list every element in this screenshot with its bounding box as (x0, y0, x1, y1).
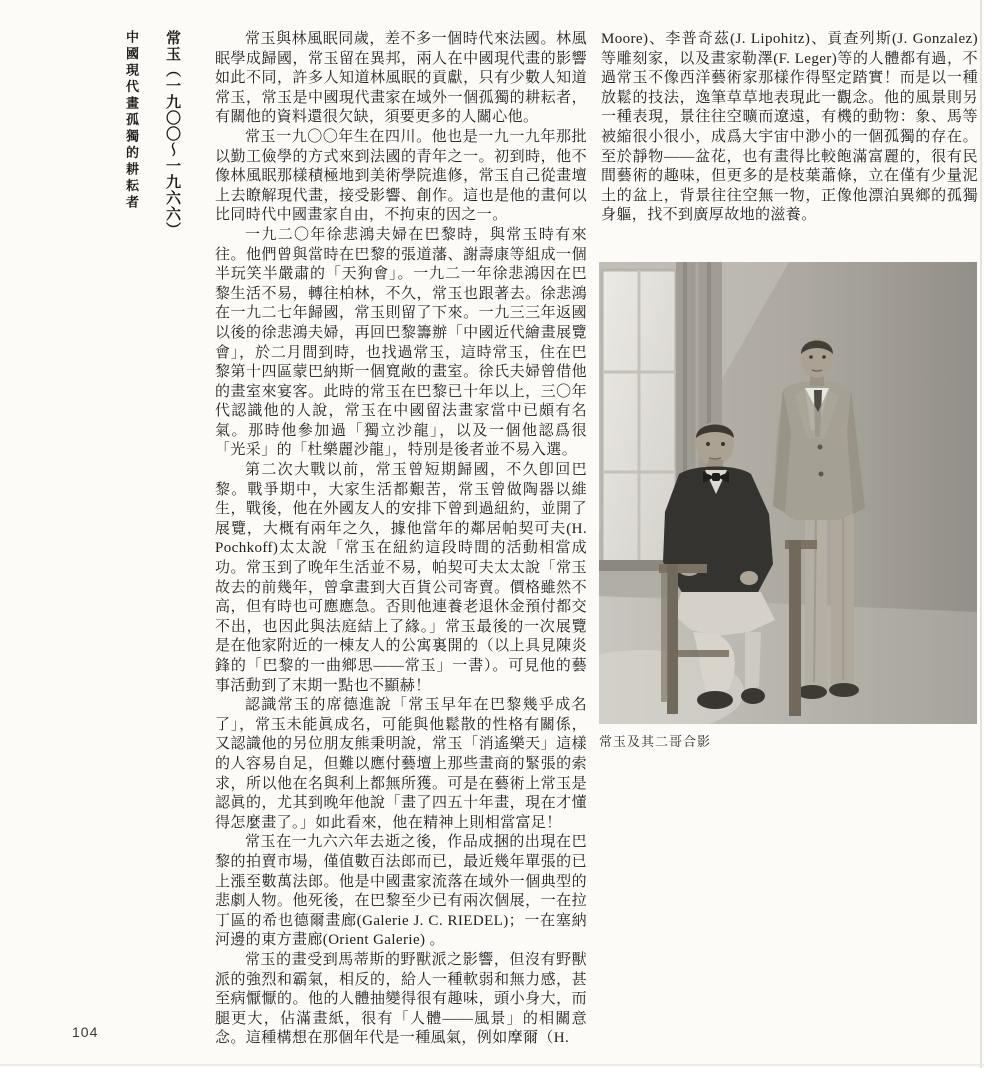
paragraph: 常玉的畫受到馬蒂斯的野獸派之影響，但沒有野獸派的強烈和霸氣，相反的，給人一種軟弱和無力感，甚至病懨懨的。他的人體抽變得很有趣味，頭小身大，而腿更大，佔滿畫紙，很有「人體——風景」的相關意念。這種構想在那個年代是一種風氣，例如摩爾（H. (215, 951, 587, 1047)
paragraph: 常玉一九〇〇年生在四川。他也是一九一九年那批以勤工儉學的方式來到法國的青年之一。初到時，他不像林風眠那樣積極地到美術學院進修，常玉自己從畫壇上去瞭解現代畫，接受影響、創作。這也是他的畫何以比同時代中國畫家自由，不拘束的因之一。 (215, 128, 587, 224)
scan-edge-right (980, 0, 982, 1068)
photo-caption: 常玉及其二哥合影 (599, 734, 712, 749)
vertical-title (116, 30, 190, 280)
scan-edge-bottom (0, 1064, 984, 1066)
paragraph: 認識常玉的席德進說「常玉早年在巴黎幾乎成名了」，常玉未能眞成名，可能與他鬆散的性格有關係，又認識他的另位朋友熊秉明說，常玉「消遙樂天」這樣的人容易自足，但難以應付藝壇上那些畫商的緊張的索求，所以他在名與利上都無所獲。可是在藝術上常玉是認眞的，尤其到晚年他說「畫了四五十年畫，現在才懂得怎麼畫了。」如此看來，他在精神上則相當富足！ (215, 697, 587, 831)
photo-two-men (599, 262, 977, 724)
paragraph: Moore)、李普奇茲(J. Lipohitz)、貢查列斯(J. Gonzalez)等雕刻家，以及畫家勒澤(F. Leger)等的人體都有過，不過常玉不像西洋藝術家那樣作得堅定踏實！而是以一種放鬆的技法，逸筆草草地表現此一觀念。他的風景則另一種表現，景往往空曠而遼遠，有機的動物：象、馬等被縮很小很小，成爲大宇宙中渺小的一個孤獨的存在。至於靜物——盆花，也有畫得比較飽滿富麗的，很有民間藝術的趣味，但更多的是枝葉蕭條，立在僅有少量泥土的盆上，背景往往空無一物，正像他漂泊異鄉的孤獨身軀，找不到廣厚故地的滋養。 (601, 31, 978, 224)
article-left-column (215, 30, 587, 1049)
paragraph: 第二次大戰以前，常玉曾短期歸國，不久卽回巴黎。戰爭期中，大家生活都艱苦，常玉曾做陶器以維生，戰後，他在外國友人的安排下曾到過紐約，並開了展覽，大概有兩年之久，據他當年的鄰居帕契可夫(H. Pochkoff)太太說「常玉在紐約這段時間的活動相當成功。常玉到了晚年生活並不易，帕契可夫太太說「常玉故去的前幾年，曾拿畫到大百貨公司寄賣。價格雖然不高，但有時也可應應急。否則他連養老退休金預付都交不出，也因此與法庭結上了緣。」常玉最後的一次展覽是在他家附近的一棟友人的公寓裏開的（以上具見陳炎鋒的「巴黎的一曲鄉思——常玉」一書）。可見他的藝事活動到了末期一點也不顯赫！ (215, 462, 587, 694)
photo-figure (599, 262, 977, 750)
paragraph: 一九二〇年徐悲鴻夫婦在巴黎時，與常玉時有來往。他們曾與當時在巴黎的張道藩、謝壽康等組成一個半玩笑半嚴肅的「天狗會」。一九二一年徐悲鴻因在巴黎生活不易，轉往柏林，不久，常玉也跟著去。徐悲鴻在一九二七年歸國，常玉則留了下來。一九三三年返國以後的徐悲鴻夫婦，再回巴黎籌辦「中國近代繪畫展覽會」，於二月間到時，也找過常玉，這時常玉，住在巴黎第十四區蒙巴納斯一個寬敞的畫室。徐氏夫婦曾借他的畫室來宴客。此時的常玉在巴黎已十年以上，三〇年代認識他的人說，常玉在中國留法畫家當中已頗有名氣。那時他參加過「獨立沙龍」，以及一個他認爲很「光采」的「杜樂麗沙龍」，特別是後者並不易入選。 (215, 226, 587, 459)
page-number: 104 (72, 1024, 99, 1040)
paragraph: 常玉在一九六六年去逝之後，作品成捆的出現在巴黎的拍賣市場，僅值數百法郎而已，最近幾年單張的已上漲至數萬法郎。他是中國畫家流落在域外一個典型的悲劇人物。他死後，在巴黎至少已有兩次個展，一在拉丁區的希也德爾畫廊(Galerie J. C. RIEDEL)；一在塞納河邊的東方畫廊(Orient Galerie) 。 (215, 834, 587, 949)
article-title: 常玉（一九〇〇～一九六六） (164, 30, 180, 238)
paragraph: 常玉與林風眠同歲，差不多一個時代來法國。林風眠學成歸國，常玉留在異邦，兩人在中國現代畫的影響如此不同，許多人知道林風眠的貢獻，只有少數人知道常玉，常玉是中國現代畫家在域外一個孤獨的耕耘者，有關他的資料還很欠缺，須要更多的人關心他。 (215, 31, 587, 126)
article-subtitle: 中國現代畫孤獨的耕耘者 (124, 30, 139, 212)
article-right-column (601, 30, 978, 226)
